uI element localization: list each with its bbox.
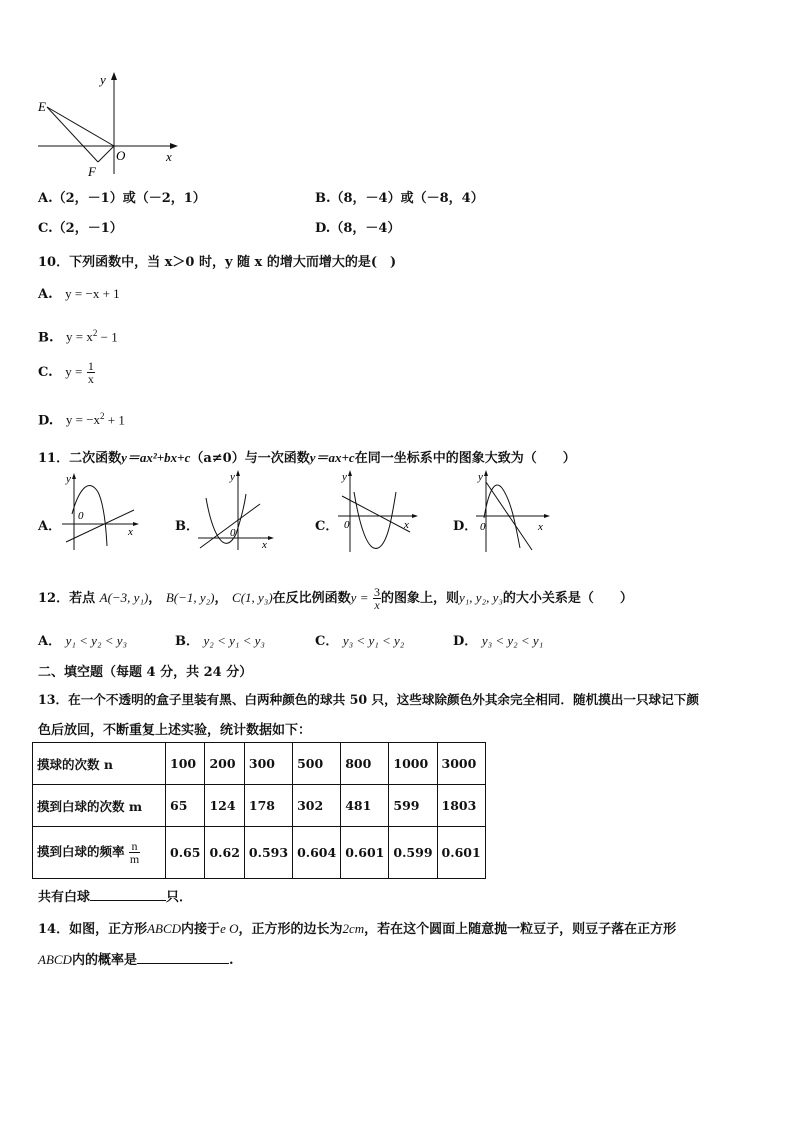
q10-stem: 10．下列函数中，当 x＞0 时，y 随 x 的增大而增大的是( ) [38,255,397,270]
q9-point-f: F [88,164,96,178]
table-cell: 1000 [389,743,437,785]
q13-frequency-table [32,742,486,879]
q14-line1: 14．如图，正方形ABCD内接于e O，正方形的边长为2cm，若在这个圆面上随意抛一粒豆子，则豆子落在正方形 [38,921,677,937]
table-cell: 100 [166,743,205,785]
q12-option-a: A． y₁ < y₂ < y₃ [38,633,128,649]
q12-option-b: B． y₂ < y₁ < y₃ [175,633,265,649]
q11c-y: y [342,471,347,483]
q11b-y: y [230,471,235,483]
q11-graph-a [60,472,140,552]
q11c-o: 0 [344,519,350,531]
q9-option-c: C.（2，－1） [38,221,123,236]
table-row [33,743,486,785]
table-cell: 178 [244,785,292,827]
table-cell: 0.604 [293,827,341,879]
row-label-m: 摸到白球的次数 m [33,785,166,827]
q12-stem: 12．若点 A(−3, y₁)， B(−1, y₂)， C(1, y₃)在反比例函数y = $\frac{3}{x}$ 的图象上，则y₁, y₂, y₃的大小关系是（ ） [38,585,633,612]
table-cell: 0.62 [205,827,244,879]
q11-stem: 11．二次函数y＝ax²+bx+c（a≠0）与一次函数y＝ax+c在同一坐标系中的图象大致为（ ） [38,450,576,466]
table-cell: 599 [389,785,437,827]
q9-point-e: E [38,99,46,114]
table-cell: 800 [341,743,389,785]
q11-option-a: A． [38,519,62,534]
q11a-y: y [66,473,71,485]
q12-option-c: C． y₃ < y₁ < y₂ [315,633,405,649]
table-row [33,785,486,827]
table-cell: 300 [244,743,292,785]
q13-answer-line: 共有白球 只． [38,890,193,905]
table-cell: 0.599 [389,827,437,879]
q10-option-d: D. $y = -x^2 + 1$ [38,411,125,429]
q12-point-b: B(−1, y₂) [165,590,215,605]
q10-option-a: A. y = −x + 1 [38,286,120,302]
q12-point-c: C(1, y₃) [232,590,273,605]
q11-option-b: B． [175,519,199,534]
table-cell: 124 [205,785,244,827]
q11d-y: y [478,471,483,483]
q13-answer-blank[interactable] [90,888,166,901]
q13-line2: 色后放回，不断重复上述实验，统计数据如下： [38,723,312,738]
q11-graph-c [336,468,420,554]
q9-axis-y: y [100,72,106,87]
table-cell: 0.601 [341,827,389,879]
table-cell: 500 [293,743,341,785]
q9-option-d: D.（8，－4） [315,221,401,236]
q10-option-c: C. y = $\frac{1}{x}$ [38,359,94,386]
table-cell: 0.601 [437,827,485,879]
table-row [33,827,486,879]
q12-point-a: A(−3, y₁) [99,590,149,605]
q11-option-c: C． [315,519,339,534]
q9-axis-x: x [166,149,172,164]
row-label-n: 摸球的次数 n [33,743,166,785]
q11b-x: x [262,539,267,551]
table-cell: 3000 [437,743,485,785]
table-cell: 0.593 [244,827,292,879]
table-cell: 200 [205,743,244,785]
q11a-x: x [128,526,133,538]
table-cell: 0.65 [166,827,205,879]
table-cell: 1803 [437,785,485,827]
q9-origin: O [116,148,126,163]
table-cell: 65 [166,785,205,827]
row-label-frequency: 摸到白球的频率 $\frac{n}{m}$ [33,827,166,879]
q10-option-b: B. $y = x^2 - 1$ [38,328,118,346]
table-cell: 302 [293,785,341,827]
q11d-x: x [538,521,543,533]
q14-line2: ABCD内的概率是 . [38,952,234,968]
table-cell: 481 [341,785,389,827]
q13-line1: 13．在一个不透明的盒子里装有黑、白两种颜色的球共 50 只，这些球除颜色外其余完全相同．随机摸出一只球记下颜 [38,692,699,707]
q11-graph-b [196,468,276,552]
q14-answer-blank[interactable] [137,951,229,964]
q9-coordinate-figure [34,70,184,178]
q9-option-b: B.（8，－4）或（－8，4） [315,191,484,206]
q11-graph-d [474,468,554,554]
section-title: 二、填空题（每题 4 分，共 24 分） [38,665,253,680]
q11b-o: 0 [230,527,236,539]
q9-option-a: A.（2，－1）或（－2，1） [38,191,206,206]
q11a-o: 0 [78,510,84,522]
q11c-x: x [404,519,409,531]
q12-option-d: D． y₃ < y₂ < y₁ [453,633,544,649]
q11d-o: 0 [480,521,486,533]
q11-option-d: D． [453,519,478,534]
